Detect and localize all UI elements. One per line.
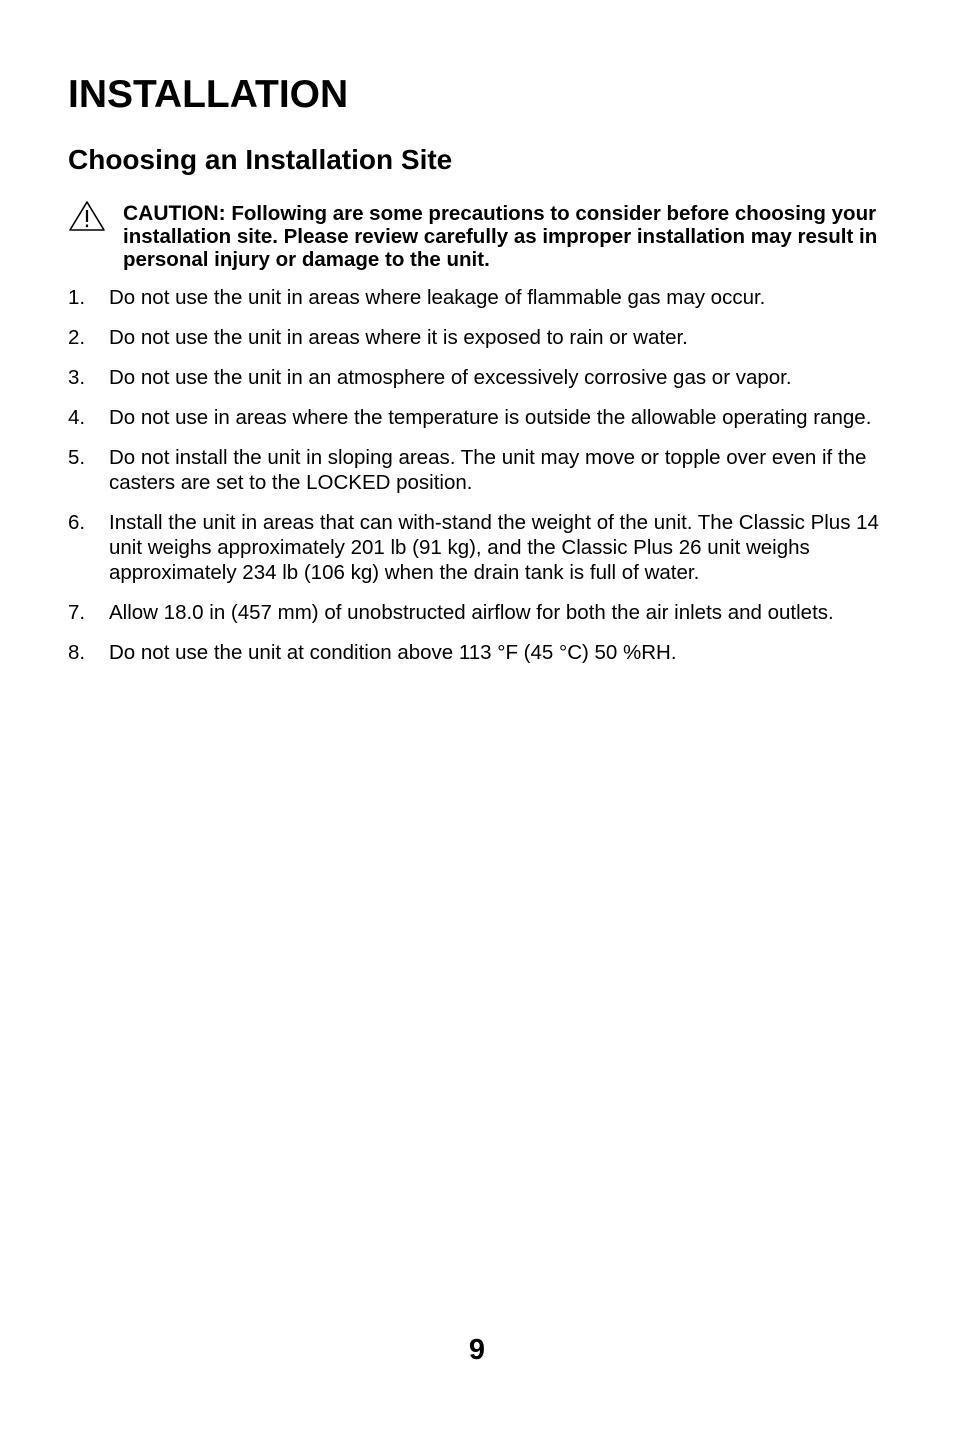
list-item-text: Allow 18.0 in (457 mm) of unobstructed airflow for both the air inlets and outlets. [109, 601, 834, 624]
list-item [68, 510, 898, 585]
list-item-text: Do not use the unit in an atmosphere of excessively corrosive gas or vapor. [109, 366, 792, 389]
list-item-number: 1. [68, 286, 86, 309]
caution-label: CAUTION: [123, 202, 226, 225]
list-item-text: Do not use the unit at condition above 113 °F (45 °C) 50 %RH. [109, 641, 677, 664]
list-item-number: 5. [68, 446, 86, 469]
list-item-number: 2. [68, 326, 86, 349]
list-item-text: Install the unit in areas that can with-stand the weight of the unit. The Classic Plus 14 unit weighs approximately 201 lb (91 kg), and the Classic Plus 26 unit weighs approximately 234 lb (106 kg) when the drain tank is full of water. [109, 511, 879, 584]
list-item [68, 445, 898, 495]
list-item [68, 285, 898, 310]
page-number: 9 [468, 1334, 486, 1366]
list-item-text: Do not use the unit in areas where it is exposed to rain or water. [109, 326, 688, 349]
list-item [68, 600, 898, 625]
warning-triangle-icon [68, 200, 106, 232]
section-title: Choosing an Installation Site [68, 144, 453, 175]
list-item-number: 3. [68, 366, 86, 389]
list-item-number: 4. [68, 406, 86, 429]
list-item-number: 6. [68, 511, 86, 534]
list-item-number: 7. [68, 601, 86, 624]
list-item [68, 325, 898, 350]
list-item [68, 640, 898, 665]
list-item-text: Do not use in areas where the temperature is outside the allowable operating range. [109, 406, 872, 429]
list-item-text: Do not install the unit in sloping areas. The unit may move or topple over even if the casters are set to the LOCKED position. [109, 446, 867, 494]
list-item [68, 405, 898, 430]
list-item [68, 365, 898, 390]
list-item-text: Do not use the unit in areas where leakage of flammable gas may occur. [109, 286, 766, 309]
page-title: INSTALLATION [68, 73, 349, 116]
caution-text [123, 202, 893, 271]
caution-body: Following are some precautions to consider before choosing your installation site. Please review carefully as improper installation may result in personal injury or damage to the unit. [123, 202, 878, 271]
precaution-list [68, 285, 898, 680]
list-item-number: 8. [68, 641, 86, 664]
